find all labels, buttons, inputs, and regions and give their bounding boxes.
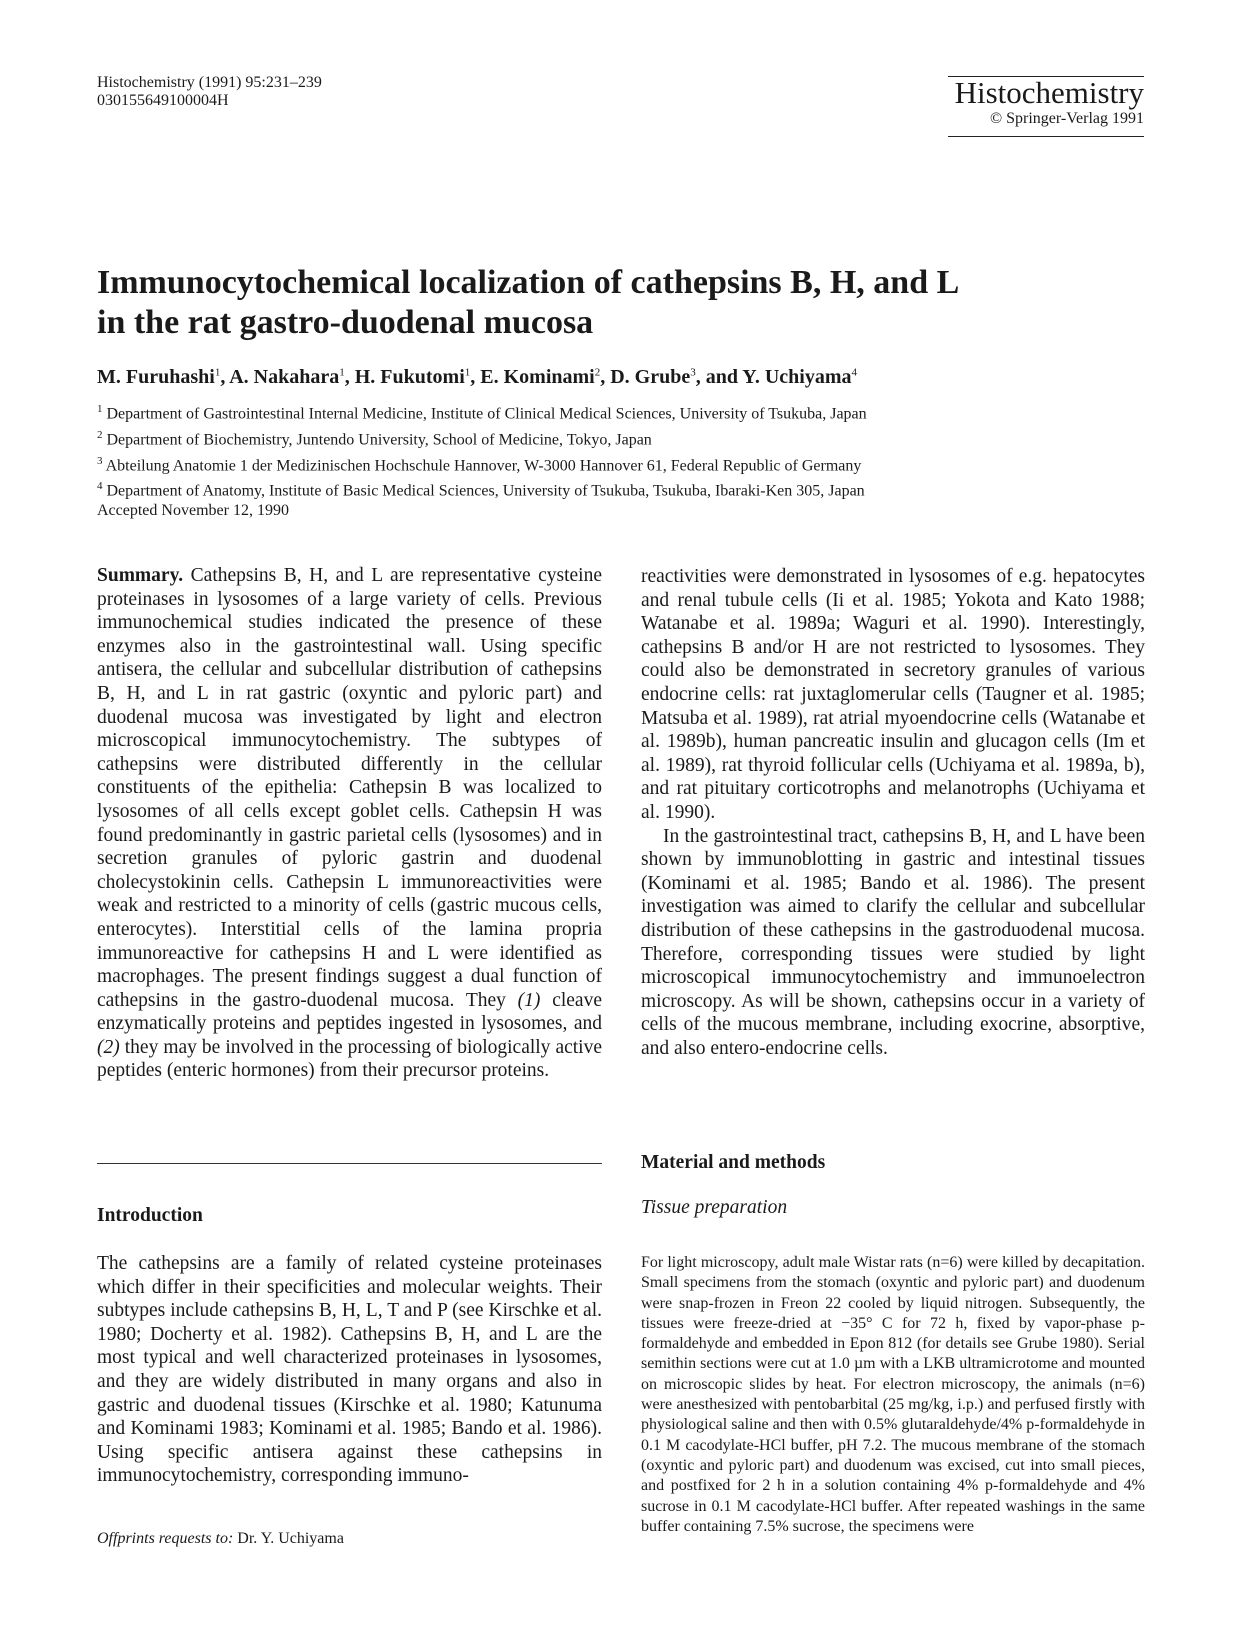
affiliation: $^2$ Department of Biochemistry, Juntendo University, School of Medicine, Tokyo, Japan [97,428,652,449]
author: Y. Uchiyama$^4$ [742,365,858,388]
title-line-1: Immunocytochemical localization of cathepsins B, H, and L [97,264,960,301]
accepted-date: Accepted November 12, 1990 [97,502,289,519]
column-separator-rule [97,1163,602,1164]
header-rule-bottom [948,136,1144,137]
methods-paragraph: For light microscopy, adult male Wistar rats (n=6) were killed by decapitation. Small specimens from the stomach (oxyntic and pyloric part) and duodenum were snap-frozen in Freon 22 cooled by liquid nitrogen. Subsequently, the tissues were freeze-dried at −35° C for 72 h, fixed by vapor-phase p-formaldehyde and embedded in Epon 812 (for details see Grube 1980). Serial semithin sections were cut at 1.0 µm with a LKB ultramicrotome and mounted on microscopic slides by heat. For electron microscopy, the animals (n=6) were anesthesized with pentobarbital (25 mg/kg, i.p.) and perfused firstly with physiological saline and then with 0.5% glutaraldehyde/4% p-formaldehyde in 0.1 M cacodylate-HCl buffer, pH 7.2. The mucous membrane of the stomach (oxyntic and pyloric part) and duodenum was excised, cut into small pieces, and postfixed for 2 h in a solution containing 4% p-formaldehyde and 4% sucrose in 0.1 M cacodylate-HCl buffer. After repeated washings in the same buffer containing 7.5% sucrose, the specimens were [641,1254,1145,1535]
author-list [97,360,857,389]
methods-heading: Material and methods [641,1152,826,1173]
introduction-continuation [641,565,1145,1060]
summary-label: Summary. [97,565,184,586]
affiliation: $^1$ Department of Gastrointestinal Internal Medicine, Institute of Clinical Medical Sciences, University of Tsukuba, Japan [97,403,867,423]
journal-name: Histochemistry [954,75,1144,110]
article-title [97,263,1097,343]
author: A. Nakahara$^1$, [229,365,355,388]
author: D. Grube$^3$, and [610,365,743,388]
introduction-paragraph-2: In the gastrointestinal tract, cathepsins B, H, and L have been shown by immunoblotting in gastric and intestinal tissues (Kominami et al. 1985; Bando et al. 1986). The present investigation was aimed to clarify the cellular and subcellular distribution of these cathepsins in the gastroduodenal mucosa. Therefore, corresponding tissues were studied by light microscopical immunocytochemistry and immunoelectron microscopy. As will be shown, cathepsins occur in a variety of cells of the mucous membrane, including exocrine, absorptive, and also entero-endocrine cells. [641,825,1145,1059]
introduction-heading: Introduction [97,1205,203,1226]
summary-paragraph: Summary. Cathepsins B, H, and L are representative cysteine proteinases in lysosomes of a large variety of cells. Previous immunochemical studies indicated the presence of these enzymes also in the gastrointestinal wall. Using specific antisera, the cellular and subcellular distribution of cathepsins B, H, and L in rat gastric (oxyntic and pyloric part) and duodenal mucosa was investigated by light and electron microscopical immunocytochemistry. The subtypes of cathepsins were distributed differently in the cellular constituents of the epithelia: Cathepsin B was localized to lysosomes of all cells except goblet cells. Cathepsin H was found predominantly in gastric parietal cells (lysosomes) and in secretion granules of pyloric gastrin and duodenal cholecystokinin cells. Cathepsin L immunoreactivities were weak and restricted to a minority of cells (gastric mucous cells, enterocytes). Interstitial cells of the lamina propria immunoreactive for cathepsins H and L were identified as macrophages. The present findings suggest a dual function of cathepsins in the gastro-duodenal mucosa. They (1) cleave enzymatically proteins and peptides ingested in lysosomes, and (2) they may be involved in the processing of biologically active peptides (enteric hormones) from their precursor proteins. [97,565,603,1082]
title-line-2: in the rat gastro-duodenal mucosa [97,304,594,341]
affiliation: $^4$ Department of Anatomy, Institute of Basic Medical Sciences, University of Tsukuba, Tsukuba, Ibaraki-Ken 305, Japan [97,480,865,500]
author: H. Fukutomi$^1$, [354,365,481,388]
journal-citation [97,74,322,110]
copyright-line: © Springer-Verlag 1991 [989,110,1144,127]
author: M. Furuhashi$^1$, [97,365,230,388]
offprint-request [97,1529,344,1549]
introduction-paragraph-1: The cathepsins are a family of related cysteine proteinases which differ in their specificities and molecular weights. Their subtypes include cathepsins B, H, L, T and P (see Kirschke et al. 1980; Docherty et al. 1982). Cathepsins B, H, and L are the most typical and well characterized proteinases in lysosomes, and they are widely distributed in many organs and also in gastric and duodenal tissues (Kirschke et al. 1980; Katunuma and Kominami 1983; Kominami et al. 1985; Bando et al. 1986). Using specific antisera against these cathepsins in immunocytochemistry, corresponding immuno- [97,1253,602,1487]
affiliation: $^3$ Abteilung Anatomie 1 der Medizinischen Hochschule Hannover, W-3000 Hannover 61, Federal Republic of Germany [97,454,862,474]
introduction-paragraph-1-cont: reactivities were demonstrated in lysosomes of e.g. hepatocytes and renal tubule cells (Ii et al. 1985; Yokota and Kato 1988; Watanabe et al. 1989a; Waguri et al. 1990). Interestingly, cathepsins B and/or H are not restricted to lysosomes. They could also be demonstrated in secretory granules of various endocrine cells: rat juxtaglomerular cells (Taugner et al. 1985; Matsuba et al. 1989), rat atrial myoendocrine cells (Watanabe et al. 1989b), human pancreatic insulin and glucagon cells (Im et al. 1989), rat thyroid follicular cells (Uchiyama et al. 1989a, b), and rat pituitary corticotrophs and melanotrophs (Uchiyama et al. 1990). [641,566,1145,823]
author: E. Kominami$^2$, [480,365,611,388]
journal-masthead [948,76,1144,128]
citation-line: Histochemistry (1991) 95:231–239 [97,74,322,91]
tissue-preparation-subheading: Tissue preparation [641,1197,788,1218]
offprint-label: Offprints requests to: [97,1530,234,1547]
doc-id: 030155649100004H [97,92,229,109]
offprint-name: Dr. Y. Uchiyama [237,1530,344,1547]
affiliation-list [97,399,867,502]
